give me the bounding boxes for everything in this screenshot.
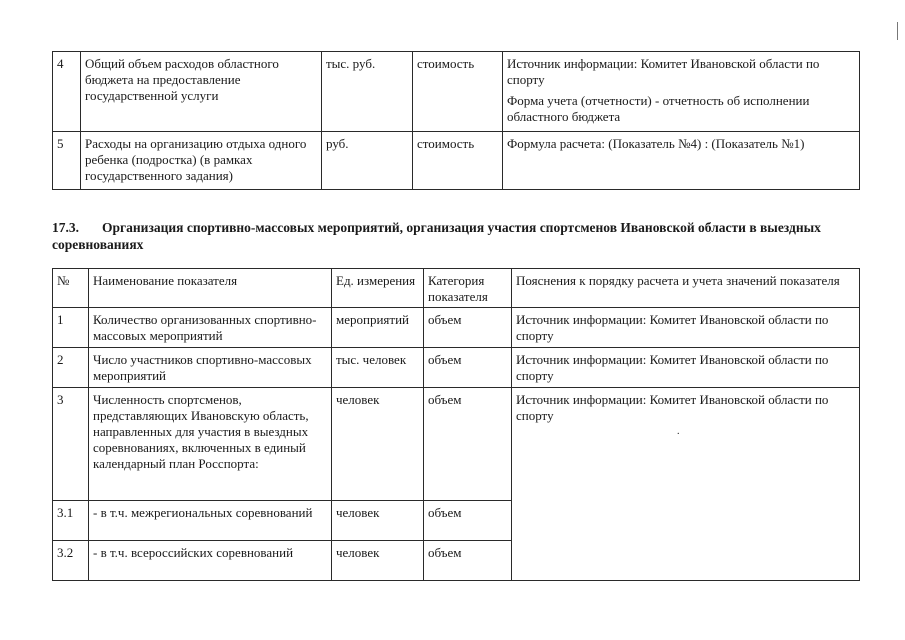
unit-of-measure: руб. <box>322 132 413 190</box>
table-row <box>53 308 860 348</box>
unit-of-measure: мероприятий <box>332 308 424 348</box>
indicator-name: - в т.ч. всероссийских соревнований <box>89 541 332 581</box>
page-edge-mark <box>897 22 898 40</box>
header-category: Категория показателя <box>424 269 512 308</box>
indicator-name: Численность спортсменов, представляющих Ивановскую область, направленных для участия в выездных соревнованиях, включенных в единый календарный план Росспорта: <box>89 388 332 501</box>
indicator-name: Расходы на организацию отдыха одного ребенка (подростка) (в рамках государственного задания) <box>81 132 322 190</box>
row-number: 5 <box>53 132 81 190</box>
unit-of-measure: человек <box>332 388 424 501</box>
table-header-row <box>53 269 860 308</box>
section-number: 17.3. <box>52 220 79 235</box>
section-title: Организация спортивно-массовых мероприятий, организация участия спортсменов Ивановской области в выездных соревнованиях <box>52 220 821 252</box>
indicator-category: объем <box>424 348 512 388</box>
indicator-category: стоимость <box>413 132 503 190</box>
row-number: 4 <box>53 52 81 132</box>
indicator-category: объем <box>424 388 512 501</box>
header-number: № <box>53 269 89 308</box>
scan-speck: . <box>677 426 680 437</box>
notes-paragraph: Формула расчета: (Показатель №4) : (Показатель №1) <box>507 136 805 151</box>
row-number: 1 <box>53 308 89 348</box>
row-number: 2 <box>53 348 89 388</box>
indicator-category: объем <box>424 308 512 348</box>
row-number: 3.2 <box>53 541 89 581</box>
notes-paragraph: Форма учета (отчетности) - отчетность об исполнении областного бюджета <box>507 93 810 124</box>
row-number: 3 <box>53 388 89 501</box>
indicator-name: Число участников спортивно-массовых мероприятий <box>89 348 332 388</box>
indicator-category: объем <box>424 501 512 541</box>
section-heading <box>52 219 852 253</box>
unit-of-measure: человек <box>332 501 424 541</box>
indicator-notes <box>503 132 860 190</box>
indicators-table-top <box>52 51 860 190</box>
header-unit: Ед. измерения <box>332 269 424 308</box>
table-row <box>53 132 860 190</box>
unit-of-measure: человек <box>332 541 424 581</box>
indicator-notes <box>503 52 860 132</box>
unit-of-measure: тыс. руб. <box>322 52 413 132</box>
indicator-category: стоимость <box>413 52 503 132</box>
header-notes: Пояснения к порядку расчета и учета значений показателя <box>512 269 860 308</box>
indicator-name: Общий объем расходов областного бюджета на предоставление государственной услуги <box>81 52 322 132</box>
row-number: 3.1 <box>53 501 89 541</box>
indicator-name: Количество организованных спортивно-массовых мероприятий <box>89 308 332 348</box>
indicator-notes: Источник информации: Комитет Ивановской области по спорту <box>512 308 860 348</box>
indicator-notes: Источник информации: Комитет Ивановской области по спорту <box>512 388 860 581</box>
indicator-name: - в т.ч. межрегиональных соревнований <box>89 501 332 541</box>
table-row <box>53 52 860 132</box>
unit-of-measure: тыс. человек <box>332 348 424 388</box>
indicator-category: объем <box>424 541 512 581</box>
table-row <box>53 348 860 388</box>
indicator-notes: Источник информации: Комитет Ивановской области по спорту <box>512 348 860 388</box>
notes-paragraph: Источник информации: Комитет Ивановской области по спорту <box>507 56 820 87</box>
indicators-table-section <box>52 268 860 581</box>
header-name: Наименование показателя <box>89 269 332 308</box>
table-row <box>53 388 860 501</box>
